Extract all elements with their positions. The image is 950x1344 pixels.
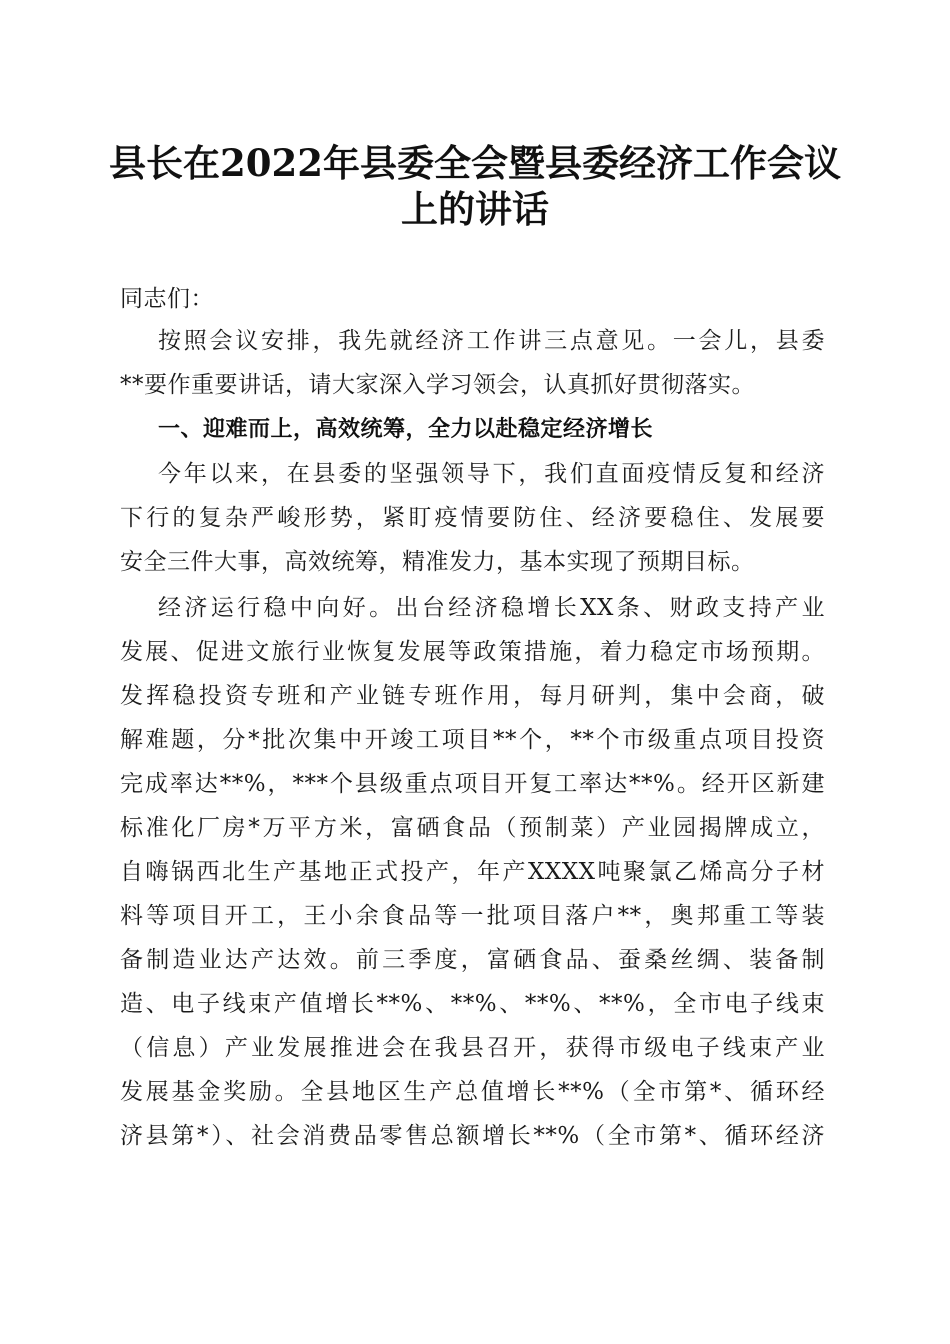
paragraph-line: 完成率达**%，***个县级重点项目开复工率达**%。经开区新建 (120, 771, 825, 797)
paragraph-line: 发展基金奖励。全县地区生产总值增长**%（全市第*、循环经 (120, 1079, 825, 1105)
paragraph-line: 标准化厂房*万平方米，富硒食品（预制菜）产业园揭牌成立， (120, 815, 825, 841)
paragraph-line: 今年以来，在县委的坚强领导下，我们直面疫情反复和经济 (158, 461, 825, 487)
paragraph-line: 安全三件大事，高效统筹，精准发力，基本实现了预期目标。 (120, 549, 755, 575)
paragraph-line: 解难题，分*批次集中开竣工项目**个，**个市级重点项目投资 (120, 727, 825, 753)
paragraph-line: 经济运行稳中向好。出台经济稳增长XX条、财政支持产业 (158, 595, 825, 621)
paragraph-line: 备制造业达产达效。前三季度，富硒食品、蚕桑丝绸、装备制 (120, 947, 825, 973)
paragraph-line: 造、电子线束产值增长**%、**%、**%、**%，全市电子线束 (120, 991, 825, 1017)
paragraph-line: （信息）产业发展推进会在我县召开，获得市级电子线束产业 (120, 1035, 825, 1061)
paragraph-line: 发挥稳投资专班和产业链专班作用，每月研判，集中会商，破 (120, 683, 825, 709)
document-title-line-1: 县长在2022年县委全会暨县委经济工作会议 (109, 141, 841, 185)
salutation: 同志们： (120, 286, 214, 312)
paragraph-line: 济县第*）、社会消费品零售总额增长**%（全市第*、循环经济 (120, 1123, 825, 1149)
document-title-line-2: 上的讲话 (401, 187, 549, 231)
intro-line: 按照会议安排，我先就经济工作讲三点意见。一会儿，县委 (158, 328, 825, 354)
paragraph-line: 下行的复杂严峻形势，紧盯疫情要防住、经济要稳住、发展要 (120, 505, 825, 531)
section-heading: 一、迎难而上，高效统筹，全力以赴稳定经济增长 (158, 417, 654, 442)
paragraph-line: 料等项目开工，王小余食品等一批项目落户**，奥邦重工等装 (120, 903, 825, 929)
intro-line: **要作重要讲话，请大家深入学习领会，认真抓好贯彻落实。 (120, 372, 755, 398)
paragraph-line: 发展、促进文旅行业恢复发展等政策措施，着力稳定市场预期。 (120, 639, 825, 665)
paragraph-line: 自嗨锅西北生产基地正式投产，年产XXXX吨聚氯乙烯高分子材 (120, 859, 825, 885)
